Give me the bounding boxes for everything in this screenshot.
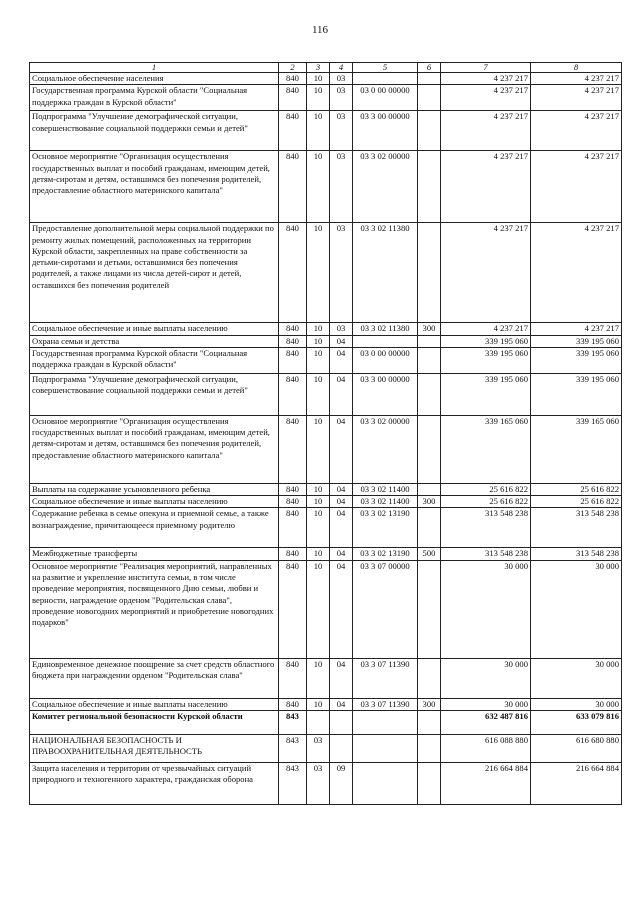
table-row <box>30 698 622 710</box>
row-ministry-code: 840 <box>279 483 307 495</box>
row-target-code: 03 0 00 00000 <box>353 347 418 373</box>
row-section-code: 10 <box>307 548 330 560</box>
row-amount-year1: 30 000 <box>441 658 531 698</box>
table-row <box>30 548 622 560</box>
row-section-code: 10 <box>307 698 330 710</box>
row-target-code: 03 0 00 00000 <box>353 85 418 111</box>
row-amount-year2: 313 548 238 <box>531 548 622 560</box>
row-ministry-code: 840 <box>279 223 307 323</box>
row-amount-year1: 4 237 217 <box>441 151 531 223</box>
column-header: 4 <box>330 63 353 73</box>
row-expense-type <box>418 658 441 698</box>
row-ministry-code: 840 <box>279 496 307 508</box>
row-expense-type <box>418 711 441 735</box>
row-amount-year1: 216 664 884 <box>441 763 531 805</box>
row-target-code: 03 3 00 00000 <box>353 373 418 415</box>
row-target-code: 03 3 02 13190 <box>353 548 418 560</box>
row-amount-year1: 313 548 238 <box>441 548 531 560</box>
row-subsection-code: 03 <box>330 323 353 335</box>
row-ministry-code: 840 <box>279 335 307 347</box>
row-amount-year2: 4 237 217 <box>531 111 622 151</box>
row-section-code: 10 <box>307 223 330 323</box>
row-amount-year1: 616 088 880 <box>441 735 531 763</box>
row-expense-type <box>418 151 441 223</box>
row-section-code: 10 <box>307 85 330 111</box>
row-section-code: 10 <box>307 347 330 373</box>
column-header: 2 <box>279 63 307 73</box>
column-header: 1 <box>30 63 279 73</box>
row-amount-year2: 30 000 <box>531 560 622 658</box>
row-expense-type <box>418 347 441 373</box>
row-target-code <box>353 735 418 763</box>
row-amount-year1: 632 487 816 <box>441 711 531 735</box>
row-section-code: 10 <box>307 373 330 415</box>
row-expense-type <box>418 483 441 495</box>
row-subsection-code: 03 <box>330 73 353 85</box>
header-row <box>30 63 622 73</box>
row-ministry-code: 840 <box>279 151 307 223</box>
table-row <box>30 483 622 495</box>
row-target-code: 03 3 07 11390 <box>353 698 418 710</box>
table-row <box>30 508 622 548</box>
row-amount-year1: 25 616 822 <box>441 496 531 508</box>
row-subsection-code: 04 <box>330 373 353 415</box>
row-ministry-code: 840 <box>279 347 307 373</box>
row-amount-year2: 30 000 <box>531 658 622 698</box>
row-amount-year2: 4 237 217 <box>531 85 622 111</box>
row-name: Социальное обеспечение и иные выплаты населению <box>30 698 279 710</box>
row-amount-year2: 339 165 060 <box>531 415 622 483</box>
row-ministry-code: 840 <box>279 508 307 548</box>
row-name: Межбюджетные трансферты <box>30 548 279 560</box>
table-row <box>30 560 622 658</box>
row-section-code: 10 <box>307 508 330 548</box>
row-ministry-code: 840 <box>279 323 307 335</box>
row-name: Подпрограмма "Улучшение демографической ситуации, совершенствование социальной поддержки семьи и детей" <box>30 373 279 415</box>
budget-table <box>29 62 622 805</box>
row-ministry-code: 840 <box>279 560 307 658</box>
row-subsection-code: 04 <box>330 548 353 560</box>
row-amount-year2: 4 237 217 <box>531 223 622 323</box>
column-header: 5 <box>353 63 418 73</box>
row-subsection-code: 04 <box>330 508 353 548</box>
row-amount-year2: 339 195 060 <box>531 347 622 373</box>
row-amount-year1: 339 165 060 <box>441 415 531 483</box>
row-amount-year1: 4 237 217 <box>441 85 531 111</box>
row-amount-year2: 339 195 060 <box>531 335 622 347</box>
row-amount-year1: 30 000 <box>441 560 531 658</box>
row-ministry-code: 840 <box>279 658 307 698</box>
row-ministry-code: 843 <box>279 711 307 735</box>
row-amount-year1: 4 237 217 <box>441 73 531 85</box>
row-amount-year1: 4 237 217 <box>441 223 531 323</box>
table-row <box>30 223 622 323</box>
row-subsection-code: 03 <box>330 85 353 111</box>
row-expense-type: 300 <box>418 496 441 508</box>
row-expense-type <box>418 415 441 483</box>
row-subsection-code: 04 <box>330 335 353 347</box>
row-expense-type: 300 <box>418 323 441 335</box>
row-target-code: 03 3 07 11390 <box>353 658 418 698</box>
row-target-code: 03 3 07 00000 <box>353 560 418 658</box>
row-expense-type <box>418 735 441 763</box>
table-row <box>30 323 622 335</box>
row-section-code: 10 <box>307 335 330 347</box>
table-row <box>30 85 622 111</box>
row-subsection-code: 03 <box>330 151 353 223</box>
row-expense-type: 500 <box>418 548 441 560</box>
row-expense-type <box>418 335 441 347</box>
row-section-code: 10 <box>307 415 330 483</box>
row-name: Предоставление дополнительной меры социальной поддержки по ремонту жилых помещений, расположенных на территории Курской области, закрепленных на праве собственности за детьми-сиротами и детьми, оставшимися без попечения родителей, а также лицами из числа детей-сирот и детей, оставшихся без попечения родителей <box>30 223 279 323</box>
row-ministry-code: 840 <box>279 698 307 710</box>
row-subsection-code: 09 <box>330 763 353 805</box>
row-section-code: 10 <box>307 658 330 698</box>
row-amount-year2: 216 664 884 <box>531 763 622 805</box>
row-target-code: 03 3 02 11380 <box>353 323 418 335</box>
row-name: Социальное обеспечение и иные выплаты населению <box>30 496 279 508</box>
row-section-code: 10 <box>307 323 330 335</box>
column-header: 7 <box>441 63 531 73</box>
row-amount-year2: 25 616 822 <box>531 483 622 495</box>
row-amount-year2: 30 000 <box>531 698 622 710</box>
table-row <box>30 711 622 735</box>
row-subsection-code: 03 <box>330 111 353 151</box>
row-section-code: 10 <box>307 560 330 658</box>
row-target-code: 03 3 02 11380 <box>353 223 418 323</box>
row-expense-type <box>418 85 441 111</box>
row-name: Социальное обеспечение населения <box>30 73 279 85</box>
row-target-code: 03 3 02 00000 <box>353 415 418 483</box>
row-amount-year2: 4 237 217 <box>531 151 622 223</box>
row-ministry-code: 840 <box>279 373 307 415</box>
row-subsection-code: 04 <box>330 658 353 698</box>
table-row <box>30 73 622 85</box>
table-row <box>30 335 622 347</box>
row-section-code <box>307 711 330 735</box>
row-expense-type: 300 <box>418 698 441 710</box>
row-amount-year1: 30 000 <box>441 698 531 710</box>
row-ministry-code: 840 <box>279 85 307 111</box>
table-row <box>30 111 622 151</box>
row-expense-type <box>418 508 441 548</box>
row-amount-year1: 4 237 217 <box>441 111 531 151</box>
row-ministry-code: 843 <box>279 735 307 763</box>
row-expense-type <box>418 73 441 85</box>
column-header: 6 <box>418 63 441 73</box>
table-row <box>30 347 622 373</box>
row-target-code <box>353 73 418 85</box>
row-amount-year2: 633 079 816 <box>531 711 622 735</box>
row-target-code <box>353 763 418 805</box>
row-amount-year1: 4 237 217 <box>441 323 531 335</box>
row-subsection-code: 03 <box>330 223 353 323</box>
row-section-code: 10 <box>307 483 330 495</box>
column-header: 3 <box>307 63 330 73</box>
row-expense-type <box>418 373 441 415</box>
row-ministry-code: 840 <box>279 111 307 151</box>
table-row <box>30 735 622 763</box>
row-target-code <box>353 711 418 735</box>
row-name: Содержание ребенка в семье опекуна и приемной семье, а также вознаграждение, причитающееся приемному родителю <box>30 508 279 548</box>
row-subsection-code: 04 <box>330 415 353 483</box>
row-name: Выплаты на содержание усыновленного ребенка <box>30 483 279 495</box>
row-amount-year1: 339 195 060 <box>441 347 531 373</box>
row-amount-year1: 313 548 238 <box>441 508 531 548</box>
row-name: Защита населения и территории от чрезвычайных ситуаций природного и техногенного характера, гражданская оборона <box>30 763 279 805</box>
row-ministry-code: 840 <box>279 415 307 483</box>
row-target-code: 03 3 02 13190 <box>353 508 418 548</box>
row-subsection-code: 04 <box>330 560 353 658</box>
row-amount-year2: 339 195 060 <box>531 373 622 415</box>
row-section-code: 10 <box>307 111 330 151</box>
row-target-code <box>353 335 418 347</box>
table-row <box>30 373 622 415</box>
row-name: Основное мероприятие "Организация осуществления государственных выплат и пособий гражданам, имеющим детей, детям-сиротам и детям, оставшимся без попечения родителей, предоставление областного материнского капитала" <box>30 415 279 483</box>
row-expense-type <box>418 111 441 151</box>
table-row <box>30 151 622 223</box>
row-subsection-code: 04 <box>330 347 353 373</box>
table-row <box>30 415 622 483</box>
row-target-code: 03 3 02 00000 <box>353 151 418 223</box>
row-name: НАЦИОНАЛЬНАЯ БЕЗОПАСНОСТЬ И ПРАВООХРАНИТЕЛЬНАЯ ДЕЯТЕЛЬНОСТЬ <box>30 735 279 763</box>
row-subsection-code <box>330 711 353 735</box>
row-subsection-code: 04 <box>330 483 353 495</box>
row-expense-type <box>418 560 441 658</box>
table-row <box>30 496 622 508</box>
row-name: Основное мероприятие "Организация осуществления государственных выплат и пособий гражданам, имеющим детей, детям-сиротам и детям, оставшимся без попечения родителей, предоставление областного материнского капитала" <box>30 151 279 223</box>
row-target-code: 03 3 02 11400 <box>353 496 418 508</box>
row-section-code: 03 <box>307 763 330 805</box>
row-name: Охрана семьи и детства <box>30 335 279 347</box>
row-amount-year2: 4 237 217 <box>531 73 622 85</box>
row-name: Основное мероприятие "Реализация мероприятий, направленных на развитие и укрепление института семьи, в том числе проведение мероприятия, посвященного Дню семьи, любви и верности, награждение орденом "Родительская слава", проведение новогодних мероприятий и приобретение новогодних подарков" <box>30 560 279 658</box>
row-name: Государственная программа Курской области "Социальная поддержка граждан в Курской области" <box>30 347 279 373</box>
row-name: Комитет региональной безопасности Курской области <box>30 711 279 735</box>
row-amount-year2: 25 616 822 <box>531 496 622 508</box>
row-expense-type <box>418 763 441 805</box>
row-subsection-code: 04 <box>330 698 353 710</box>
column-header: 8 <box>531 63 622 73</box>
row-ministry-code: 840 <box>279 73 307 85</box>
row-target-code: 03 3 02 11400 <box>353 483 418 495</box>
row-section-code: 10 <box>307 496 330 508</box>
row-amount-year2: 313 548 238 <box>531 508 622 548</box>
row-amount-year1: 25 616 822 <box>441 483 531 495</box>
row-section-code: 10 <box>307 151 330 223</box>
row-ministry-code: 840 <box>279 548 307 560</box>
row-section-code: 03 <box>307 735 330 763</box>
row-name: Единовременное денежное поощрение за счет средств областного бюджета при награждении орденом "Родительская слава" <box>30 658 279 698</box>
row-subsection-code: 04 <box>330 496 353 508</box>
table-row <box>30 763 622 805</box>
row-amount-year2: 616 680 880 <box>531 735 622 763</box>
row-name: Подпрограмма "Улучшение демографической ситуации, совершенствование социальной поддержки семьи и детей" <box>30 111 279 151</box>
row-target-code: 03 3 00 00000 <box>353 111 418 151</box>
row-amount-year1: 339 195 060 <box>441 335 531 347</box>
row-section-code: 10 <box>307 73 330 85</box>
row-ministry-code: 843 <box>279 763 307 805</box>
table-row <box>30 658 622 698</box>
row-amount-year2: 4 237 217 <box>531 323 622 335</box>
row-subsection-code <box>330 735 353 763</box>
row-amount-year1: 339 195 060 <box>441 373 531 415</box>
row-name: Социальное обеспечение и иные выплаты населению <box>30 323 279 335</box>
row-expense-type <box>418 223 441 323</box>
page-number: 116 <box>311 24 329 36</box>
row-name: Государственная программа Курской области "Социальная поддержка граждан в Курской области" <box>30 85 279 111</box>
